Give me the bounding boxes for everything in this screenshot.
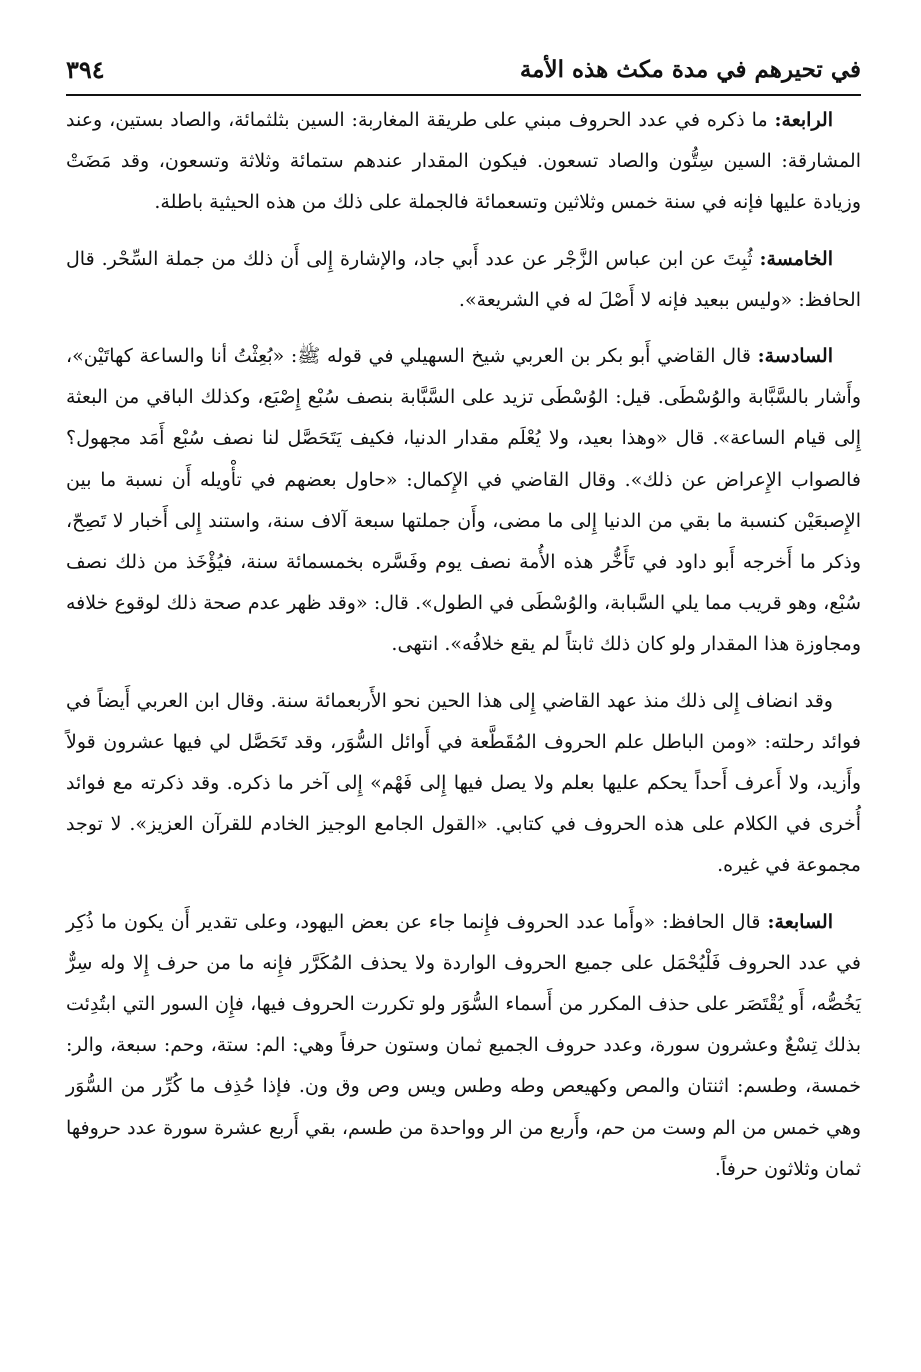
paragraph-lead: الرابعة: <box>774 109 833 131</box>
paragraph-lead: الخامسة: <box>759 247 833 270</box>
paragraph-text: ما ذكره في عدد الحروف مبني على طريقة المغاربة: السين بثلثمائة، والصاد بستين، وعند المشارقة: السين سِتُّون والصاد تسعون. فيكون المقدار عندهم ستمائة وثلاثة وتسعون، وقد مَضَتْ وزيادة عليها فإنه في سنة خمس وثلاثين وتسعمائة فالجملة على ذلك من هذه الحيثية باطلة. <box>66 109 861 214</box>
running-header <box>66 44 861 94</box>
header-title: في تحيرهم في مدة مكث هذه الأمة <box>519 55 861 83</box>
paragraph-fifth <box>66 239 861 321</box>
paragraph-lead: السابعة: <box>767 910 833 933</box>
paragraph-addendum <box>66 681 861 887</box>
body-text <box>66 100 861 1205</box>
paragraph-text: قال الحافظ: «وأَما عدد الحروف فإِنما جاء عن بعض اليهود، وعلى تقدير أَن يكون ما ذُكِر في عدد الحروف فَلْيُحْمَل على جميع الحروف الواردة ولا يحذف المُكَرَّر فإِنه ما من حرف إِلا وله سِرٌّ يَخُصُّه، أَو يُقْتَصَر على حذف المكرر من أَسماء السُّوَر ولو تكررت الحروف فيها، فإِن السور التي ابتُدِئت بذلك تِسْعٌ وعشرون سورة، وعدد حروف الجميع ثمان وستون حرفاً وهي: الم: ستة، وحم: سبعة، والر: خمسة، وطسم: اثنتان والمص وكهيعص وطه وطس ويس وص وق ون. فإذا حُذِف ما كُرِّر من السُّوَر وهي خمس من الم وست من حم، وأَربع من الر وواحدة من طسم، بقي أَربع عشرة سورة عدد حروفها ثمان وثلاثون حرفاً. <box>66 910 861 1180</box>
paragraph-lead: السادسة: <box>757 345 833 368</box>
paragraph-seventh <box>66 902 861 1190</box>
header-divider <box>66 94 861 96</box>
page-number: ٣٩٤ <box>66 54 105 84</box>
paragraph-text: وقد انضاف إِلى ذلك منذ عهد القاضي إِلى هذا الحين نحو الأَربعمائة سنة. وقال ابن العربي أَيضاً في فوائد رحلته: «ومن الباطل علم الحروف المُقَطَّعة في أَوائل السُّوَر، وقد تَحَصَّل لي فيها عشرون قولاً وأَزيد، ولا أَعرف أَحداً يحكم عليها بعلم ولا يصل فيها إِلى فَهْم» إِلى آخر ما ذكره. وقد ذكرته مع فوائد أُخرى في الكلام على هذه الحروف في كتابي. «القول الجامع الوجيز الخادم للقرآن العزيز». لا توجد مجموعة في غيره. <box>66 689 861 877</box>
paragraph-text: ثُبِتَ عن ابن عباس الزَّجْر عن عدد أَبي جاد، والإشارة إِلى أَن ذلك من جملة السِّحْر. قال الحافظ: «وليس ببعيد فإنه لا أَصْلَ له في الشريعة». <box>66 247 861 311</box>
paragraph-fourth <box>66 100 861 224</box>
paragraph-sixth <box>66 336 861 666</box>
paragraph-text: قال القاضي أَبو بكر بن العربي شيخ السهيلي في قوله ﷺ: «بُعِثْتُ أنا والساعة كهاتَيْن»، وأَشار بالسَّبَّابة والوُسْطَى. قيل: الوُسْطَى تزيد على السَّبَّابة بنصف سُبْع إِصْبَع، وكذلك الباقي من البعثة إِلى قيام الساعة». قال «وهذا بعيد، ولا يُعْلَم مقدار الدنيا، فكيف يَتَحَصَّل لنا نصف سُبْع أَمَد مجهول؟ فالصواب الإِعراض عن ذلك». وقال القاضي في الإِكمال: «حاول بعضهم في تأْويله أَن نسبة ما بين الإِصبعَيْن كنسبة ما بقي من الدنيا إِلى ما مضى، وأَن جملتها سبعة آلاف سنة، واستند إِلى أَخبار لا تَصِحّ، وذكر ما أَخرجه أَبو داود في تَأَخُّر هذه الأُمة نصف يوم وفَسَّره بخمسمائة سنة، فيُؤْخَذ من ذلك نصف سُبْع، وهو قريب مما يلي السَّبابة، والوُسْطَى في الطول». قال: «وقد ظهر عدم صحة ذلك لوقوع خلافه ومجاوزة هذا المقدار ولو كان ذلك ثابتاً لم يقع خلافُه». انتهى. <box>66 345 861 656</box>
